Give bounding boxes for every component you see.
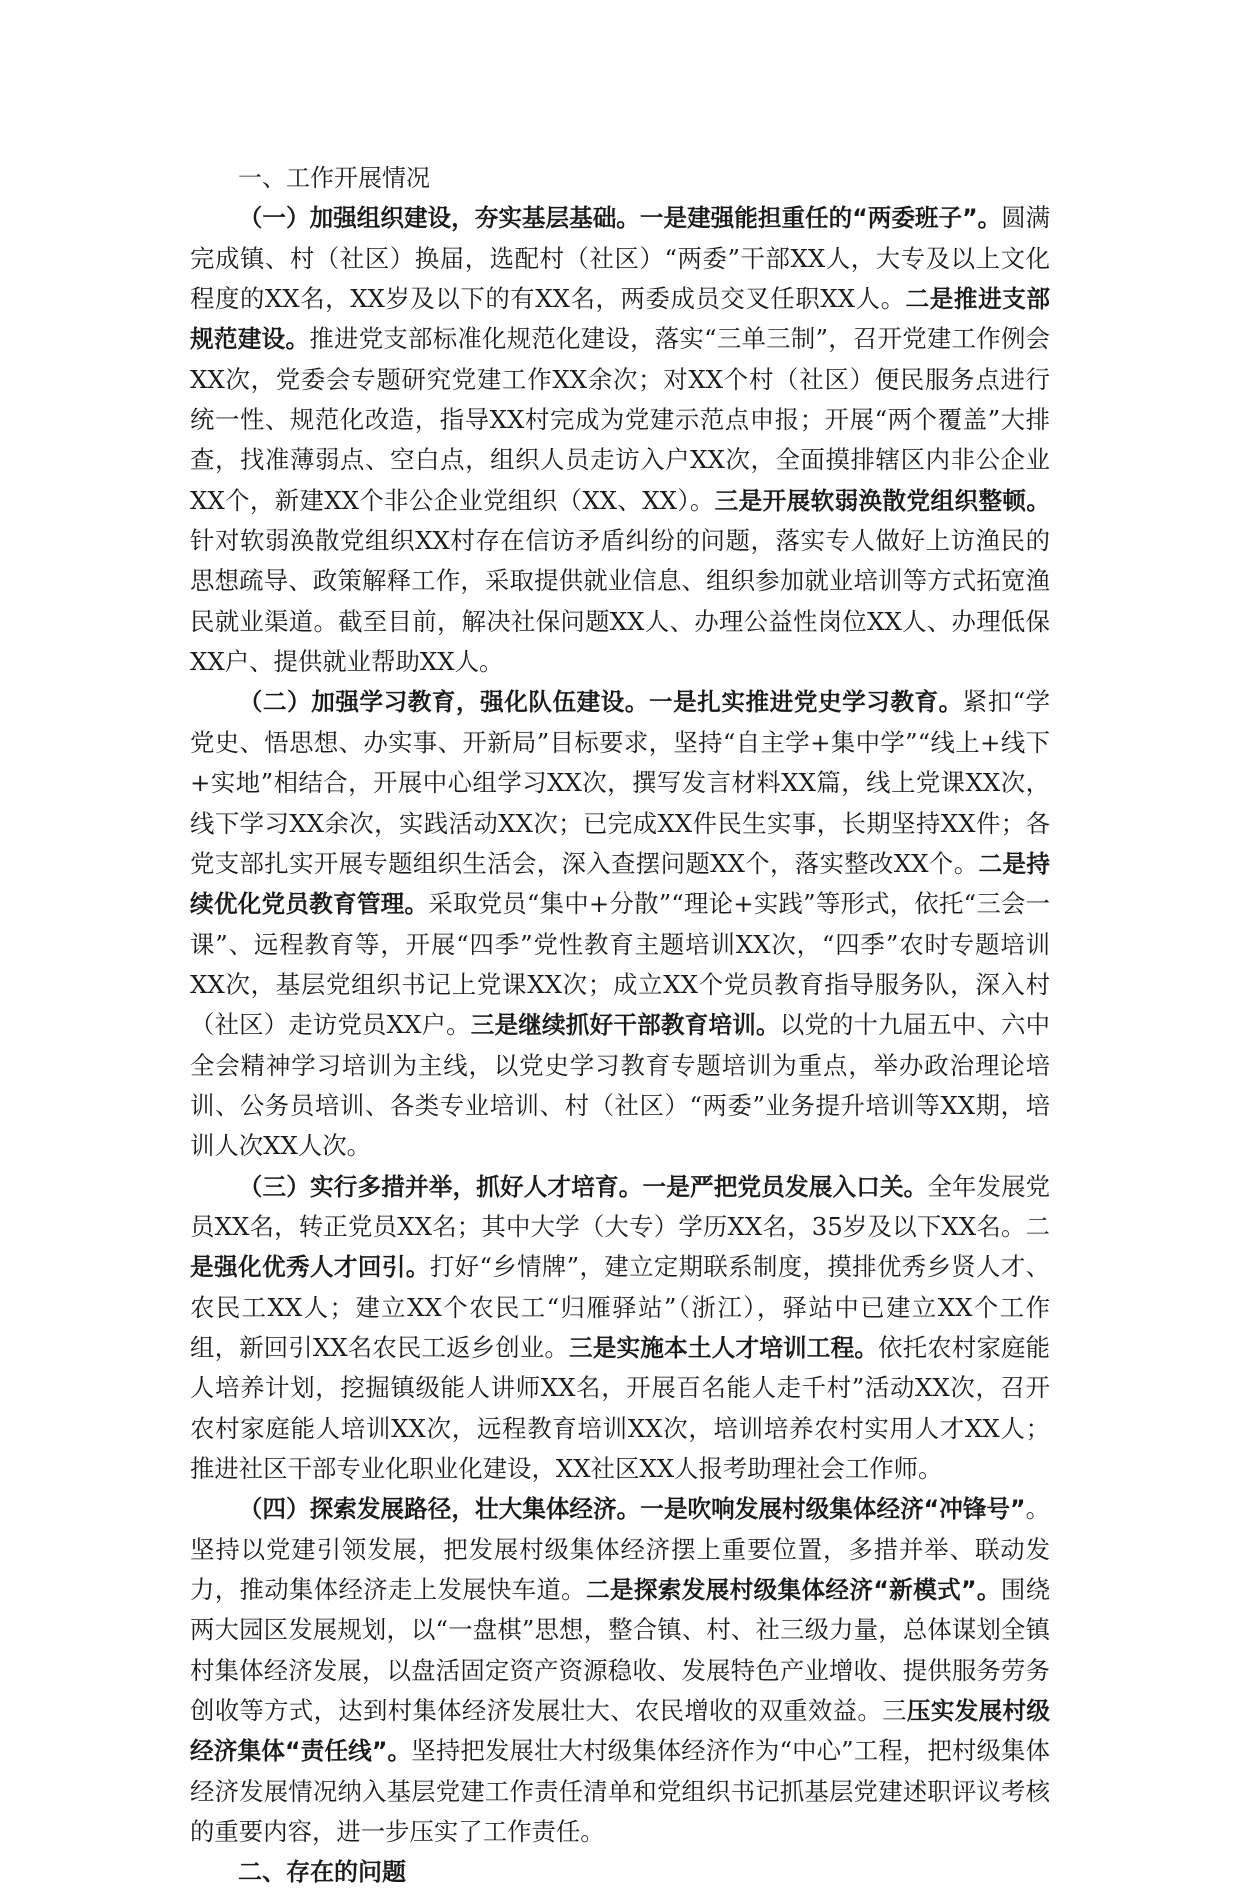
section-4-point-2-title: 二是探索发展村级集体经济“新模式”。 [585,1576,1001,1605]
section-3-point-3-title: 三是实施本土人才培训工程。 [569,1333,879,1362]
section-3-point-1-title: 一是严把党员发展入口关。 [642,1172,928,1201]
heading-work-progress: 一、工作开展情况 [238,164,430,192]
heading-existing-problems: 二、存在的问题 [238,1858,406,1887]
paragraph-talent-cultivation [190,1167,1050,1490]
section-4-point-1-text: 。坚持以党建引领发展，把发展村级集体经济摆上重要位置，多措并举、联动发力，推动集体经济走上发展快车道。 [190,1494,1050,1605]
section-3-point-1-text: 全年发展党员XX名，转正党员XX名；其中大学（大专）学历XX名，35岁及以下XX名。二 [190,1171,1050,1241]
section-3-point-2-text: 打好“乡情牌”，建立定期联系制度，摸排优秀乡贤人才、农民工XX人；建立XX个农民工“归雁驿站”（浙江），驿站中已建立XX个工作组，新回引XX名农民工返乡创业。 [190,1252,1051,1362]
section-1-point-1-text: 圆满完成镇、村（社区）换届，选配村（社区）“两委”干部XX人，大专及以上文化程度的XX名，XX岁及以下的有XX名，两委成员交叉任职XX人。 [190,203,1051,314]
section-4-point-3-title: 压实发展村级经济集体“责任线”。 [190,1697,1050,1766]
section-2-point-2-text: 采取党员“集中+分散”“理论+实践”等形式，依托“三会一课”、远程教育等，开展“四季”党性教育主题培训XX次，“四季”农时专题培训XX次，基层党组织书记上党课XX次；成立XX个党员教育指导服务队，深入村（社区）走访党员XX户。 [190,889,1050,1040]
section-2-point-3-title: 三是继续抓好干部教育培训。 [470,1011,780,1040]
section-2-point-1-title: 一是扎实推进党史学习教育。 [649,688,963,717]
section-4-point-2-text: 围绕两大园区发展规划，以“一盘棋”思想，整合镇、村、社三级力量，总体谋划全镇村集体经济发展，以盘活固定资产资源稳收、发展特色产业增收、提供服务劳务创收等方式，达到村集体经济发展壮大、农民增收的双重效益。三 [190,1575,1050,1726]
section-1-point-3-title: 三是开展软弱涣散党组织整顿。 [714,486,1050,515]
section-3-point-3-text: 依托农村家庭能人培养计划，挖掘镇级能人讲师XX名，开展百名能人走千村”活动XX次，召开农村家庭能人培训XX次，远程教育培训XX次，培训培养农村实用人才XX人；推进社区干部专业化职业化建设，XX社区XX人报考助理社会工作师。 [190,1332,1050,1483]
section-3-point-2-title: 是强化优秀人才回引。 [190,1253,430,1282]
section-4-point-1-title: 一是吹响发展村级集体经济“冲锋号” [640,1495,1026,1524]
paragraph-collective-economy [190,1489,1050,1852]
section-4-point-3-text: 坚持把发展壮大村级集体经济作为“中心”工程，把村级集体经济发展情况纳入基层党建工作责任清单和党组织书记抓基层党建述职评议考核的重要内容，进一步压实了工作责任。 [190,1736,1050,1847]
section-1-point-2-title: 二是推进支部规范建设。 [190,285,1051,354]
section-4-title: （四）探索发展路径，壮大集体经济。 [238,1495,641,1524]
section-1-point-1-title: 一是建强能担重任的“两委班子”。 [639,204,1002,233]
section-2-title: （二）加强学习教育，强化队伍建设。 [238,688,650,717]
section-2-point-2-title: 二是持续优化党员教育管理。 [190,849,1051,919]
paragraph-organization-building [190,198,1050,682]
section-1-point-2-text: 推进党支部标准化规范化建设，落实“三单三制”，召开党建工作例会XX次，党委会专题研究党建工作XX余次；对XX个村（社区）便民服务点进行统一性、规范化改造，指导XX村完成为党建示范点申报；开展“两个覆盖”大排查，找准薄弱点、空白点，组织人员走访入户XX次，全面摸排辖区内非公企业XX个，新建XX个非公企业党组织（XX、XX）。 [190,324,1051,515]
section-1-title: （一）加强组织建设，夯实基层基础。 [238,204,640,233]
section-2-point-3-text: 以党的十九届五中、六中全会精神学习培训为主线，以党史学习教育专题培训为重点，举办政治理论培训、公务员培训、各类专业培训、村（社区）“两委”业务提升培训等XX期，培训人次XX人次。 [190,1010,1050,1161]
paragraph-learning-education [190,682,1050,1166]
section-3-title: （三）实行多措并举，抓好人才培育。 [238,1172,643,1201]
section-2-point-1-text: 紧扣“学党史、悟思想、办实事、开新局”目标要求，坚持“自主学+集中学”“线上+线下+实地”相结合，开展中心组学习XX次，撰写发言材料XX篇，线上党课XX次，线下学习XX余次，实践活动XX次；已完成XX件民生实事，长期坚持XX件；各党支部扎实开展专题组织生活会，深入查摆问题XX个，落实整改XX个。 [190,687,1051,878]
section-1-point-3-text: 针对软弱涣散党组织XX村存在信访矛盾纠纷的问题，落实专人做好上访渔民的思想疏导、政策解释工作，采取提供就业信息、组织参加就业培训等方式拓宽渔民就业渠道。截至目前，解决社保问题XX人、办理公益性岗位XX人、办理低保XX户、提供就业帮助XX人。 [190,526,1050,677]
document-body [190,158,1050,1893]
